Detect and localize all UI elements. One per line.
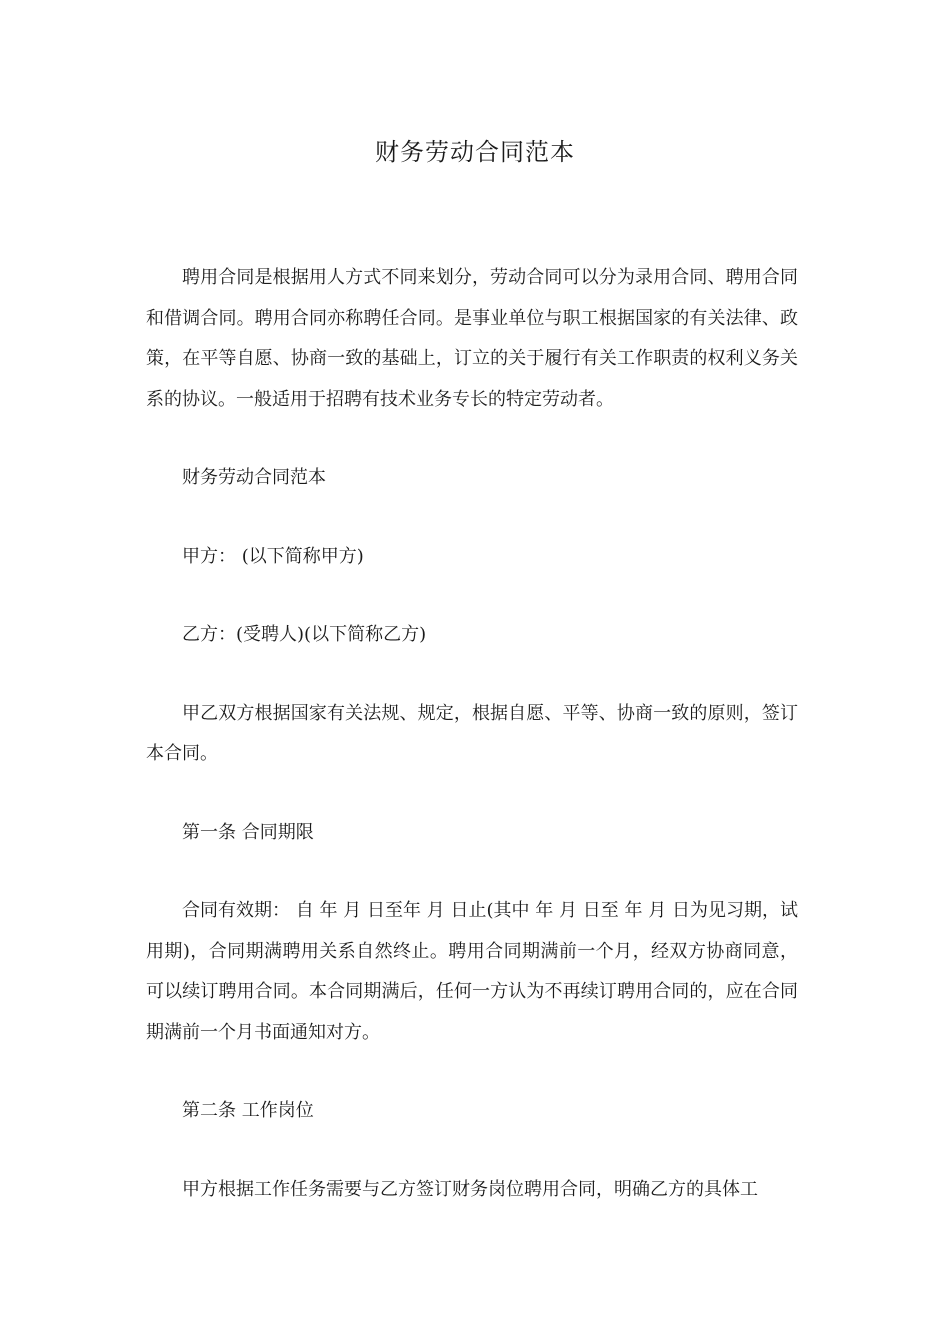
intro-paragraph: 聘用合同是根据用人方式不同来划分，劳动合同可以分为录用合同、聘用合同和借调合同。聘用合同亦称聘任合同。是事业单位与职工根据国家的有关法律、政策，在平等自愿、协商一致的基础上，订立的关于履行有关工作职责的权利义务关系的协议。一般适用于招聘有技术业务专长的特定劳动者。 — [146, 267, 798, 410]
article-2-paragraph: 甲方根据工作任务需要与乙方签订财务岗位聘用合同，明确乙方的具体工 — [182, 1178, 758, 1200]
contract-heading: 财务劳动合同范本 — [182, 467, 326, 488]
document-title: 财务劳动合同范本 — [375, 138, 575, 166]
document-body — [146, 258, 798, 1210]
party-a-line: 甲方： (以下简称甲方) — [182, 545, 364, 567]
agreement-paragraph: 甲乙双方根据国家有关法规、规定，根据自愿、平等、协商一致的原则，签订本合同。 — [146, 702, 798, 764]
article-1-paragraph: 合同有效期： 自 年 月 日至年 月 日止(其中 年 月 日至 年 月 日为见习期，试用期)，合同期满聘用关系自然终止。聘用合同期满前一个月，经双方协商同意，可以续订聘用合同。本合同期满后，任何一方认为不再续订聘用合同的，应在合同期满前一个月书面通知对方。 — [146, 900, 798, 1043]
party-b-line: 乙方：(受聘人)(以下简称乙方) — [182, 624, 427, 645]
article-1-heading: 第一条 合同期限 — [182, 821, 314, 843]
article-2-heading: 第二条 工作岗位 — [182, 1100, 314, 1121]
